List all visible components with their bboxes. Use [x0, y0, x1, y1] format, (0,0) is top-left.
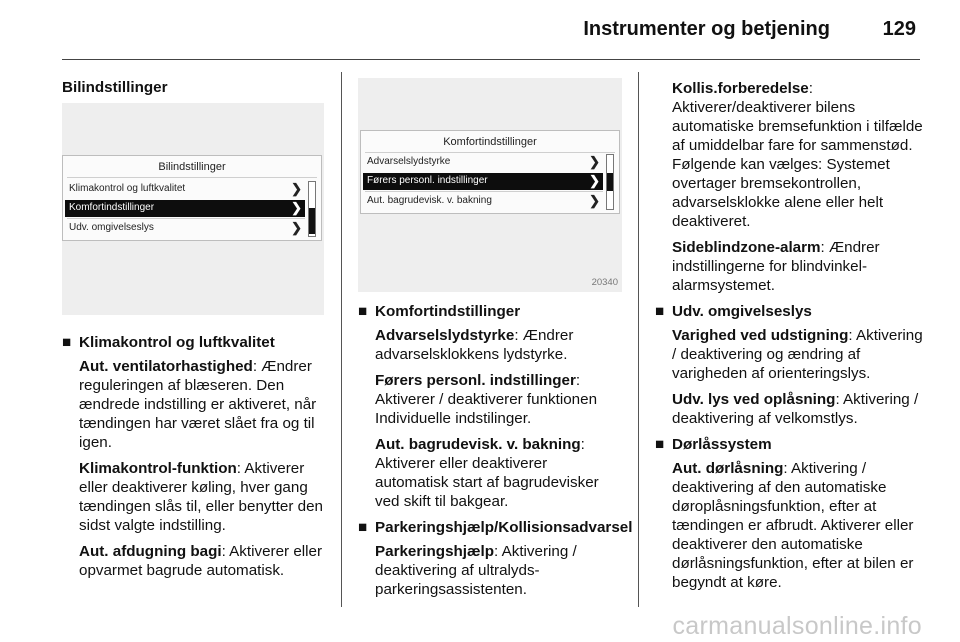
setting-description: : Ændrer reguleringen af blæseren. Den ændrede indstilling er aktiveret, når tændingen har været slået fra og til igen. — [79, 358, 317, 451]
section-title-text: Dørlåssystem — [672, 436, 772, 453]
bullet-square-icon: ■ — [62, 334, 72, 351]
chevron-right-icon: ❯ — [589, 154, 600, 169]
setting-description: : Aktivering / deaktivering af den automatiske døroplåsningsfunktion, efter at tændingen er afbrudt. Aktiverer eller deaktiverer den automatiske dørlåsningsfunktion, efter at bilen er begyndt at køre. — [672, 460, 914, 591]
setting-description: : Aktiverer eller opvarmet bagrude automatisk. — [79, 543, 323, 579]
section-title — [358, 302, 623, 321]
setting-term: Sideblindzone-alarm — [672, 239, 821, 256]
display-row — [363, 193, 603, 210]
display-row-selected — [363, 173, 603, 190]
display-row — [65, 181, 305, 198]
section-heading: Bilindstillinger — [62, 79, 168, 96]
setting-paragraph — [672, 79, 923, 231]
chevron-right-icon: ❯ — [589, 173, 600, 188]
display-screen — [62, 155, 322, 241]
section-title-text: Klimakontrol og luftkvalitet — [79, 334, 275, 351]
section-body — [358, 542, 623, 599]
setting-description: : Aktiverer eller deaktiverer køling, hver gang tændingen slås til, eller benytter den sidst valgte indstilling. — [79, 460, 323, 534]
setting-term: Klimakontrol-funktion — [79, 460, 237, 477]
setting-description: : Aktivering / deaktivering og ændring af varigheden af orienteringslys. — [672, 327, 923, 382]
display-title: Komfortindstillinger — [443, 136, 537, 148]
display-row-label: Udv. omgivelseslys — [69, 222, 154, 233]
display-divider — [67, 177, 317, 178]
illustration-number: 20340 — [591, 277, 618, 288]
display-divider — [365, 152, 615, 153]
setting-paragraph — [672, 238, 923, 295]
setting-description: : Aktivering / deaktivering af ultralyds-parkeringsassistenten. — [375, 543, 577, 598]
header-rule — [62, 59, 920, 60]
display-row — [363, 154, 603, 171]
column-divider-1 — [341, 72, 342, 607]
display-screen — [360, 130, 620, 214]
display-illustration-2 — [358, 78, 622, 292]
setting-paragraph — [79, 459, 327, 535]
display-scrollbar-thumb — [309, 208, 315, 234]
display-divider — [67, 218, 305, 219]
setting-term: Aut. dørlåsning — [672, 460, 784, 477]
section-title-text: Udv. omgivelseslys — [672, 303, 812, 320]
setting-term: Førers personl. indstillinger — [375, 372, 576, 389]
chevron-right-icon: ❯ — [291, 200, 302, 215]
column-3-body — [655, 79, 923, 599]
display-illustration-1 — [62, 103, 324, 315]
display-row-label: Førers personl. indstillinger — [367, 175, 488, 186]
display-row-label: Advarselslydstyrke — [367, 156, 451, 167]
setting-paragraph — [79, 357, 327, 452]
display-row-selected — [65, 200, 305, 217]
display-row-label: Klimakontrol og luftkvalitet — [69, 183, 186, 194]
display-divider — [365, 191, 603, 192]
setting-paragraph — [375, 435, 623, 511]
setting-paragraph — [672, 390, 923, 428]
display-row-label: Aut. bagrudevisk. v. bakning — [367, 195, 492, 206]
section-title — [358, 518, 633, 537]
setting-paragraph — [375, 371, 623, 428]
chevron-right-icon: ❯ — [291, 220, 302, 235]
bullet-square-icon: ■ — [358, 519, 368, 536]
section-title — [655, 435, 923, 454]
chevron-right-icon: ❯ — [589, 193, 600, 208]
column-divider-2 — [638, 72, 639, 607]
continued-body — [655, 79, 923, 295]
watermark: carmanualsonline.info — [672, 612, 922, 640]
bullet-square-icon: ■ — [358, 303, 368, 320]
setting-description: : Aktiverer eller deaktiverer automatisk start af bagrudevisker ved skift til bakgear. — [375, 436, 599, 510]
setting-paragraph — [79, 542, 327, 580]
bullet-square-icon: ■ — [655, 303, 665, 320]
column-1-body — [62, 333, 327, 587]
setting-term: Advarselslydstyrke — [375, 327, 515, 344]
setting-term: Aut. afdugning bagi — [79, 543, 222, 560]
setting-paragraph — [672, 459, 923, 592]
setting-description: : Aktivering / deaktivering af velkomstlys. — [672, 391, 919, 427]
setting-term: Parkeringshjælp — [375, 543, 495, 560]
section-body — [655, 459, 923, 592]
setting-term: Varighed ved udstigning — [672, 327, 849, 344]
section-title — [655, 302, 923, 321]
setting-paragraph — [375, 542, 623, 599]
display-row — [65, 220, 305, 237]
setting-description: : Ændrer indstillingerne for blindvinkel-alarmsystemet. — [672, 239, 880, 294]
chevron-right-icon: ❯ — [291, 181, 302, 196]
column-2-body — [358, 302, 633, 606]
bullet-square-icon: ■ — [655, 436, 665, 453]
setting-term: Udv. lys ved oplåsning — [672, 391, 836, 408]
setting-term: Aut. bagrudevisk. v. bakning — [375, 436, 581, 453]
display-scrollbar-thumb — [607, 173, 613, 191]
setting-description: : Aktiverer / deaktiverer funktionen Individuelle indstilinger. — [375, 372, 598, 427]
running-header-title: Instrumenter og betjening — [583, 18, 830, 40]
section-title-text: Parkeringshjælp/Kollisionsadvarsel — [375, 519, 633, 536]
setting-paragraph — [375, 326, 623, 364]
section-body — [62, 357, 327, 580]
section-title-text: Komfortindstillinger — [375, 303, 521, 320]
setting-paragraph — [672, 326, 923, 383]
section-title — [62, 333, 327, 352]
page-number: 129 — [882, 18, 916, 40]
setting-description: : Ændrer advarselsklokkens lydstyrke. — [375, 327, 574, 363]
display-row-label: Komfortindstillinger — [69, 202, 155, 213]
display-title: Bilindstillinger — [158, 161, 226, 173]
setting-term: Kollis.forberedelse — [672, 80, 809, 97]
setting-description: : Aktiverer/deaktiverer bilens automatiske bremsefunktion i tilfælde af umiddelbar fare for sammenstød. Følgende kan vælges: Systemet overtager bremsekontrollen, advarselsklokke alene eller helt deaktiveret. — [672, 80, 923, 230]
setting-term: Aut. ventilatorhastighed — [79, 358, 253, 375]
section-body — [655, 326, 923, 428]
section-body — [358, 326, 623, 511]
